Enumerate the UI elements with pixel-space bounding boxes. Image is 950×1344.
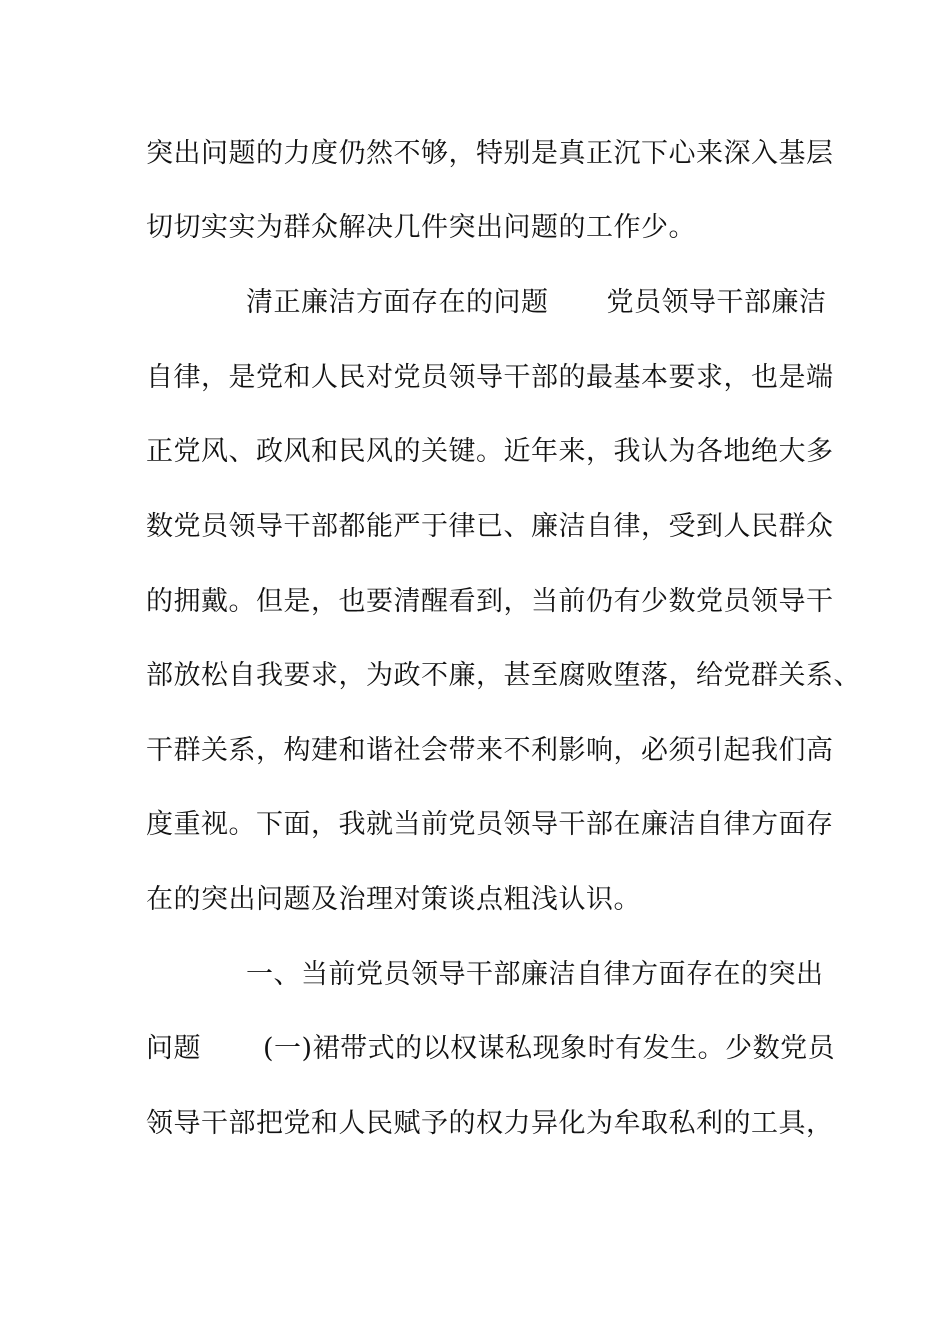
paragraph-line: 正党风、政风和民风的关键。近年来，我认为各地绝大多 (146, 436, 834, 467)
paragraph-line: 领导干部把党和人民赋予的权力异化为牟取私利的工具， (146, 1108, 834, 1139)
paragraph-line: 突出问题的力度仍然不够，特别是真正沉下心来深入基层 (146, 138, 834, 169)
section-heading-end: 问题 (146, 1033, 201, 1064)
paragraph-line: 干群关系，构建和谐社会带来不利影响，必须引起我们高 (146, 735, 834, 766)
section-heading-line (146, 1031, 835, 1067)
paragraph-start: 党员领导干部廉洁 (606, 287, 827, 318)
paragraph-line: 度重视。下面，我就当前党员领导干部在廉洁自律方面存 (146, 809, 834, 840)
paragraph-line: 在的突出问题及治理对策谈点粗浅认识。 (146, 884, 641, 915)
paragraph-line: 的拥戴。但是，也要清醒看到，当前仍有少数党员领导干 (146, 586, 834, 617)
paragraph-line: 数党员领导干部都能严于律已、廉洁自律，受到人民群众 (146, 511, 834, 542)
section-heading-line (246, 285, 827, 321)
subsection-start: (一)裙带式的以权谋私现象时有发生。少数党员 (263, 1033, 836, 1064)
paragraph-line: 自律，是党和人民对党员领导干部的最基本要求，也是端 (146, 362, 834, 393)
section-heading-line: 一、当前党员领导干部廉洁自律方面存在的突出 (246, 959, 824, 990)
paragraph-line: 部放松自我要求，为政不廉，甚至腐败堕落，给党群关系、 (146, 660, 861, 691)
section-heading: 清正廉洁方面存在的问题 (246, 287, 549, 318)
paragraph-line: 切切实实为群众解决几件突出问题的工作少。 (146, 212, 696, 243)
